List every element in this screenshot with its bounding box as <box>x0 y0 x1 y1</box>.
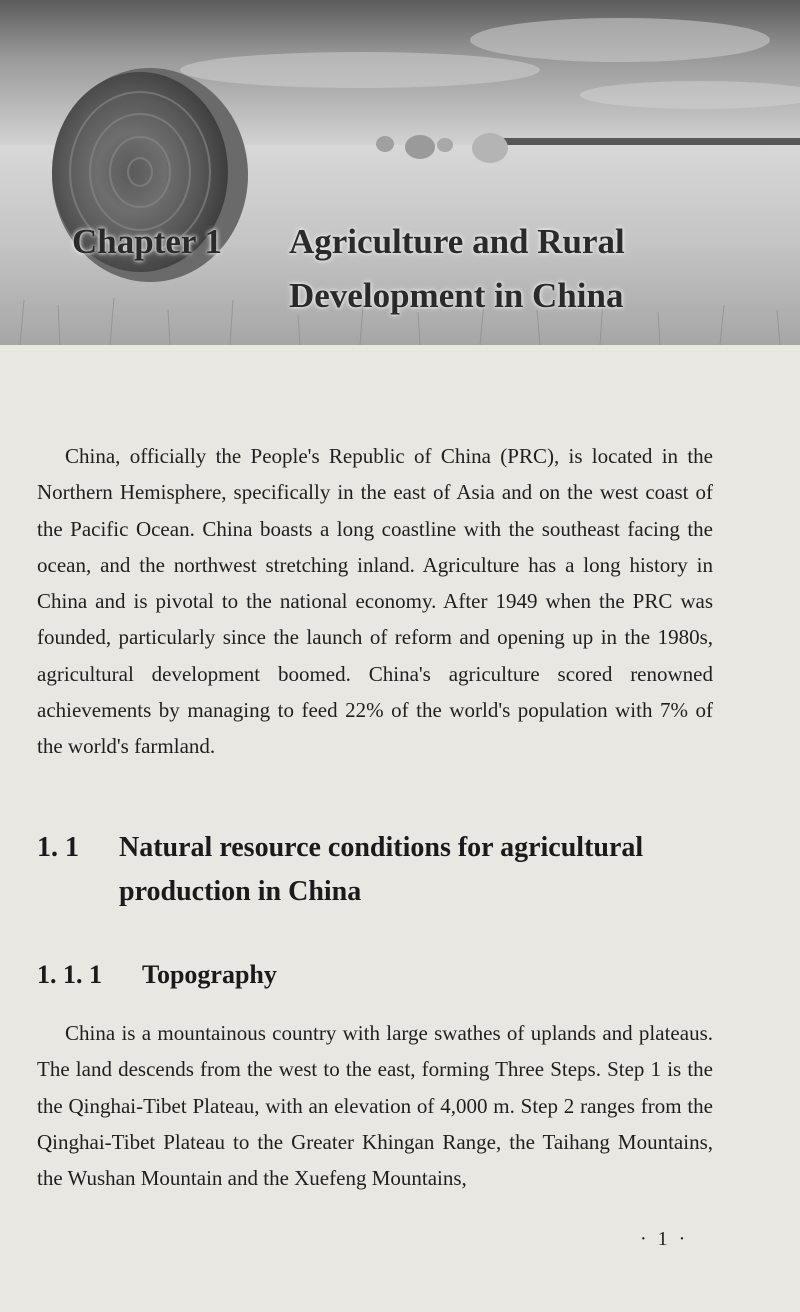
distant-bale <box>472 133 508 163</box>
cloud <box>470 18 770 62</box>
page-number: · 1 · <box>640 1228 689 1250</box>
chapter-banner <box>0 0 800 345</box>
chapter-title-line2: Development in China <box>289 276 624 315</box>
distant-bale <box>376 136 394 152</box>
section-number: 1. 1 <box>37 832 79 863</box>
intro-paragraph: China, officially the People's Republic of China (PRC), is located in the Northern Hemisphere, specifically in the east of Asia and on the west coast of the Pacific Ocean. China boasts a long coastline with the southeast facing the ocean, and the northwest stretching inland. Agriculture has a long history in China and is pivotal to the national economy. After 1949 when the PRC was founded, particularly since the launch of reform and opening up in the 1980s, agricultural development boomed. China's agriculture scored renowned achievements by managing to feed 22% of the world's population with 7% of the world's farmland. <box>37 444 713 759</box>
section-title: Natural resource conditions for agricultural production in China <box>119 832 644 907</box>
topography-paragraph: China is a mountainous country with large swathes of uplands and plateaus. The land descends from the west to the east, forming Three Steps. Step 1 is the the Qinghai-Tibet Plateau, with an elevation of 4,000 m. Step 2 ranges from the Qinghai-Tibet Plateau to the Greater Khingan Range, the Taihang Mountains, the Wushan Mountain and the Xuefeng Mountains, <box>37 1021 713 1191</box>
subsection-number: 1. 1. 1 <box>37 960 102 989</box>
intro-section <box>37 438 713 765</box>
distant-bale <box>437 138 453 152</box>
subsection-title: Topography <box>142 960 277 989</box>
topography-section <box>37 1015 713 1196</box>
chapter-title-line1: Agriculture and Rural <box>289 222 625 261</box>
cloud <box>180 52 540 88</box>
distant-bale <box>405 135 435 159</box>
chapter-label: Chapter 1 <box>72 222 223 261</box>
